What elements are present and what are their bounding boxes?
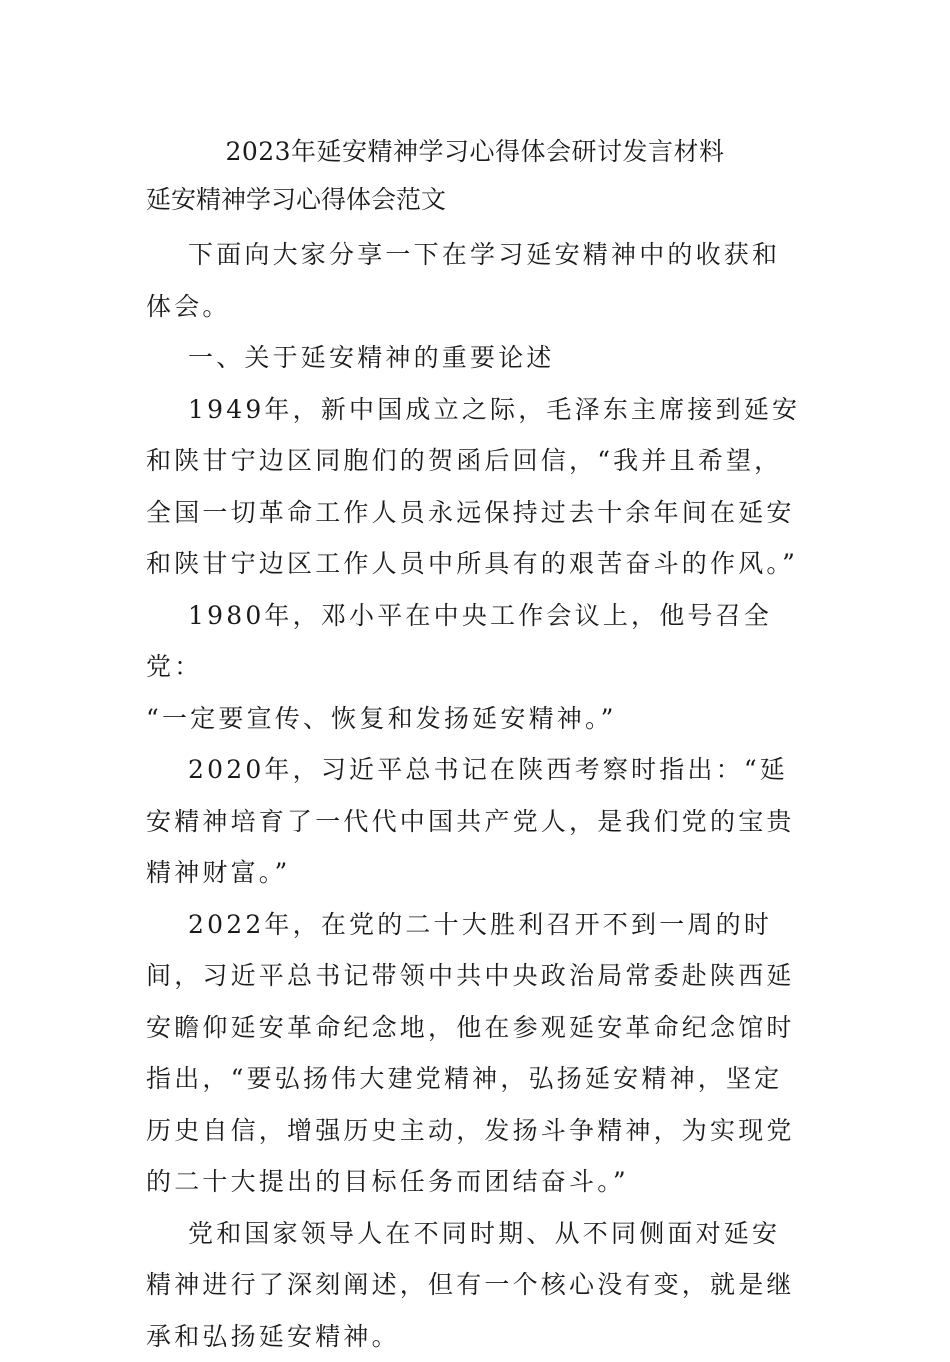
section-heading: 一、关于延安精神的重要论述 (146, 332, 808, 384)
paragraph-1949: 1949年，新中国成立之际，毛泽东主席接到延安和陕甘宁边区同胞们的贺函后回信，“我并且希望，全国一切革命工作人员永远保持过去十余年间在延安和陕甘宁边区工作人员中所具有的艰苦奋斗的作风。” (146, 384, 808, 590)
document-subtitle: 延安精神学习心得体会范文 (146, 180, 446, 220)
paragraph-2020: 2020年，习近平总书记在陕西考察时指出：“延安精神培育了一代代中国共产党人，是我们党的宝贵精神财富。” (146, 744, 808, 899)
paragraph-1980: 1980年，邓小平在中央工作会议上，他号召全党： (146, 590, 808, 693)
paragraph-conclusion: 党和国家领导人在不同时期、从不同侧面对延安精神进行了深刻阐述，但有一个核心没有变，就是继承和弘扬延安精神。 (146, 1208, 808, 1362)
paragraph-intro: 下面向大家分享一下在学习延安精神中的收获和体会。 (146, 229, 808, 332)
paragraph-1980-quote: “一定要宣传、恢复和发扬延安精神。” (146, 693, 808, 745)
paragraph-2022: 2022年，在党的二十大胜利召开不到一周的时间，习近平总书记带领中共中央政治局常委赴陕西延安瞻仰延安革命纪念地，他在参观延安革命纪念馆时指出，“要弘扬伟大建党精神，弘扬延安精神，坚定历史自信，增强历史主动，发扬斗争精神，为实现党的二十大提出的目标任务而团结奋斗。” (146, 899, 808, 1208)
document-body (146, 229, 808, 1362)
document-title: 2023年延安精神学习心得体会研讨发言材料 (0, 132, 950, 172)
